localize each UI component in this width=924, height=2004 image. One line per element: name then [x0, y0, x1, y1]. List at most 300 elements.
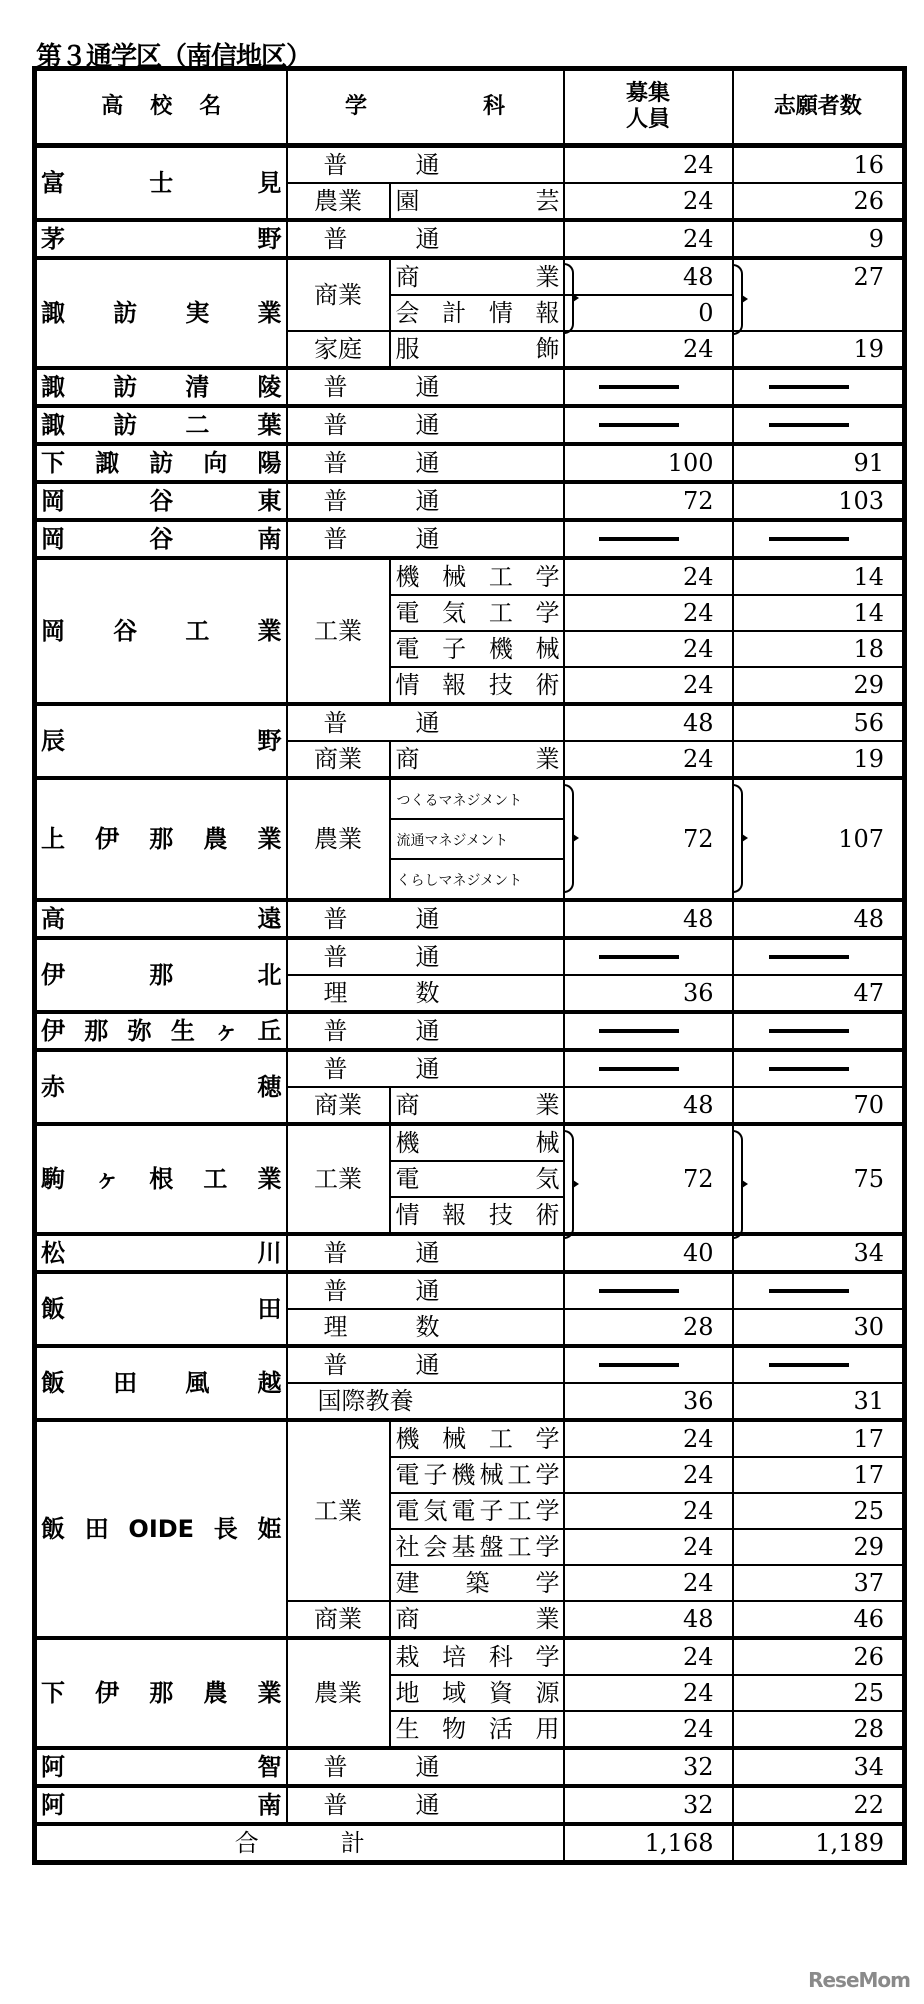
- department-name: 商業: [395, 1605, 560, 1633]
- department-name: 地域資源: [395, 1679, 560, 1707]
- no-data-dash: [599, 1067, 679, 1071]
- applicants-value: 48: [853, 905, 884, 933]
- school-name-cell: [35, 1786, 287, 1824]
- applicants-cell: [733, 482, 905, 520]
- school-name: 飯田OIDE長姫: [41, 1515, 282, 1543]
- category-cell: 商業: [287, 741, 390, 778]
- department-cell: [287, 1309, 564, 1346]
- capacity-value: 72: [682, 487, 714, 515]
- school-name: 伊那北: [41, 961, 282, 989]
- school-name: 阿智: [41, 1753, 282, 1781]
- department-name: 機械: [395, 1129, 560, 1157]
- applicants-cell: [733, 1272, 905, 1309]
- no-data-dash: [769, 1289, 849, 1293]
- department-cell: [390, 1161, 564, 1197]
- capacity-cell: [564, 1012, 733, 1050]
- department-name: 園芸: [395, 187, 560, 215]
- table-row: [35, 368, 905, 406]
- applicants-value: 26: [853, 1643, 884, 1671]
- header-department-cell: [287, 69, 564, 146]
- applicants-cell: [733, 1420, 905, 1457]
- applicants-cell: [733, 1383, 905, 1420]
- applicants-cell: [733, 667, 905, 704]
- applicants-value: 30: [853, 1313, 884, 1341]
- capacity-cell: [564, 1786, 733, 1824]
- school-name-cell: [35, 1346, 287, 1420]
- applicants-cell: [733, 741, 905, 778]
- brace-icon: [733, 784, 743, 893]
- department-name: 普通: [323, 1239, 440, 1267]
- applicants-cell: [733, 1601, 905, 1638]
- capacity-value: 24: [682, 599, 714, 627]
- school-name: 諏訪清陵: [41, 373, 282, 401]
- capacity-cell: [564, 295, 733, 331]
- department-name: 電子機械工学: [395, 1461, 560, 1489]
- header-school-cell: [35, 69, 287, 146]
- brace-icon: [733, 264, 743, 335]
- department-cell: [390, 258, 564, 295]
- applicants-cell: [733, 595, 905, 631]
- capacity-value: 24: [682, 1497, 714, 1525]
- department-cell: [287, 444, 564, 482]
- applicants-cell: [733, 368, 905, 406]
- capacity-cell: [564, 1087, 733, 1124]
- no-data-dash: [769, 1029, 849, 1033]
- department-cell: [287, 368, 564, 406]
- department-name: 商業: [395, 745, 560, 773]
- department-name: 普通: [323, 1055, 440, 1083]
- capacity-cell: [564, 938, 733, 975]
- no-data-dash: [769, 537, 849, 541]
- department-name: 普通: [323, 943, 440, 971]
- capacity-cell: [564, 667, 733, 704]
- applicants-value: 25: [853, 1679, 884, 1707]
- capacity-cell: [564, 183, 733, 220]
- school-name: 辰野: [41, 727, 282, 755]
- school-name-cell: [35, 1234, 287, 1272]
- applicants-cell: [733, 1050, 905, 1087]
- capacity-cell: [564, 1234, 733, 1272]
- department-name: 普通: [323, 1277, 440, 1305]
- school-name: 松川: [41, 1239, 282, 1267]
- table-row: [35, 1638, 905, 1675]
- brace-icon: [564, 1130, 574, 1239]
- department-name: 普通: [323, 1351, 440, 1379]
- department-name: 機械工学: [395, 1425, 560, 1453]
- department-cell: [390, 1529, 564, 1565]
- capacity-value: 24: [682, 225, 714, 253]
- applicants-value: 22: [853, 1791, 884, 1819]
- department-cell: [390, 1087, 564, 1124]
- department-cell: [287, 1383, 564, 1420]
- category-cell: 商業: [287, 1087, 390, 1124]
- applicants-cell: [733, 938, 905, 975]
- school-name: 飯田: [41, 1295, 282, 1323]
- applicants-cell: [733, 1748, 905, 1786]
- applicants-table: [32, 66, 907, 1865]
- school-name: 伊那弥生ヶ丘: [41, 1017, 282, 1045]
- department-cell: [390, 1420, 564, 1457]
- table-row: [35, 444, 905, 482]
- category-cell: 商業: [287, 1601, 390, 1638]
- department-name: くらしマネジメント: [396, 873, 523, 889]
- capacity-value: 24: [682, 151, 714, 179]
- total-capacity: 1,168: [564, 1824, 733, 1863]
- school-name-cell: [35, 1124, 287, 1234]
- department-cell: [287, 1234, 564, 1272]
- department-cell: [390, 1675, 564, 1711]
- department-name: 商業: [395, 1091, 560, 1119]
- applicants-value: 47: [853, 979, 884, 1007]
- category-cell: 農業: [287, 1638, 390, 1748]
- school-name: 岡谷工業: [41, 617, 282, 645]
- applicants-cell: [733, 704, 905, 741]
- capacity-value: 24: [682, 671, 714, 699]
- capacity-value: 48: [682, 709, 714, 737]
- applicants-cell: [733, 1124, 905, 1234]
- applicants-cell: [733, 558, 905, 595]
- table-row: [35, 558, 905, 595]
- applicants-value: 91: [853, 449, 884, 477]
- department-name: 普通: [323, 1753, 440, 1781]
- department-cell: [390, 331, 564, 368]
- department-cell: [390, 819, 564, 859]
- applicants-cell: [733, 1087, 905, 1124]
- capacity-cell: [564, 482, 733, 520]
- school-name: 赤穂: [41, 1073, 282, 1101]
- applicants-value: 28: [853, 1715, 884, 1743]
- category-cell: 工業: [287, 1420, 390, 1601]
- applicants-cell: [733, 1234, 905, 1272]
- school-name-cell: [35, 520, 287, 558]
- department-name: 生物活用: [395, 1715, 560, 1743]
- header-capacity: [564, 69, 733, 146]
- applicants-value: 34: [853, 1239, 884, 1267]
- no-data-dash: [769, 423, 849, 427]
- applicants-cell: [733, 146, 905, 184]
- department-cell: [287, 406, 564, 444]
- table-row: [35, 1346, 905, 1383]
- department-name: 栽培科学: [395, 1643, 560, 1671]
- table-row: [35, 1012, 905, 1050]
- department-cell: [390, 1711, 564, 1748]
- table-row: [35, 1786, 905, 1824]
- applicants-cell: [733, 1309, 905, 1346]
- capacity-value: 72: [682, 1165, 714, 1193]
- capacity-cell: [564, 1748, 733, 1786]
- department-name: 理数: [323, 1313, 440, 1341]
- department-cell: [390, 1457, 564, 1493]
- table-row: [35, 258, 905, 295]
- capacity-value: 24: [682, 187, 714, 215]
- no-data-dash: [599, 1363, 679, 1367]
- capacity-cell: [564, 1383, 733, 1420]
- applicants-value: 17: [853, 1425, 884, 1453]
- table-row: [35, 900, 905, 938]
- capacity-value: 24: [682, 1679, 714, 1707]
- department-cell: [287, 1748, 564, 1786]
- capacity-cell: [564, 558, 733, 595]
- school-name-cell: [35, 220, 287, 258]
- applicants-value: 14: [853, 599, 884, 627]
- department-name: 普通: [323, 709, 440, 737]
- capacity-value: 32: [682, 1753, 714, 1781]
- capacity-value: 0: [698, 299, 714, 327]
- department-cell: [287, 1012, 564, 1050]
- department-name: 電気電子工学: [395, 1497, 560, 1525]
- school-name: 高遠: [41, 905, 282, 933]
- applicants-cell: [733, 900, 905, 938]
- applicants-cell: [733, 778, 905, 900]
- department-name: 情報技術: [395, 1201, 560, 1229]
- capacity-value: 24: [682, 1715, 714, 1743]
- capacity-cell: [564, 1124, 733, 1234]
- department-name: 情報技術: [395, 671, 560, 699]
- school-name: 茅野: [41, 225, 282, 253]
- total-applicants: 1,189: [733, 1824, 905, 1863]
- applicants-value: 70: [853, 1091, 884, 1119]
- table-row: [35, 1234, 905, 1272]
- table-row: [35, 1748, 905, 1786]
- department-name: 普通: [323, 1791, 440, 1819]
- category-cell: 工業: [287, 558, 390, 704]
- department-cell: [390, 183, 564, 220]
- no-data-dash: [599, 955, 679, 959]
- capacity-value: 72: [682, 825, 714, 853]
- department-cell: [390, 741, 564, 778]
- applicants-cell: [733, 975, 905, 1012]
- applicants-value: 19: [853, 335, 884, 363]
- school-name: 富士見: [41, 169, 282, 197]
- applicants-value: 18: [853, 635, 884, 663]
- total-label: 合計: [234, 1829, 365, 1857]
- capacity-cell: [564, 741, 733, 778]
- department-name: 普通: [323, 411, 440, 439]
- capacity-cell: [564, 1309, 733, 1346]
- applicants-value: 103: [838, 487, 884, 515]
- applicants-value: 34: [853, 1753, 884, 1781]
- school-name-cell: [35, 368, 287, 406]
- no-data-dash: [599, 385, 679, 389]
- department-cell: [287, 520, 564, 558]
- capacity-cell: [564, 258, 733, 295]
- department-name: 電子機械: [395, 635, 560, 663]
- capacity-cell: [564, 1675, 733, 1711]
- applicants-value: 31: [853, 1387, 884, 1415]
- applicants-cell: [733, 1493, 905, 1529]
- department-name: 電気工学: [395, 599, 560, 627]
- capacity-cell: [564, 1346, 733, 1383]
- department-cell: [287, 975, 564, 1012]
- school-name-cell: [35, 444, 287, 482]
- table-row: [35, 778, 905, 819]
- department-cell: [390, 558, 564, 595]
- no-data-dash: [599, 1029, 679, 1033]
- capacity-cell: [564, 1420, 733, 1457]
- table-row: [35, 146, 905, 184]
- applicants-value: 19: [853, 745, 884, 773]
- school-name-cell: [35, 258, 287, 368]
- applicants-value: 9: [868, 225, 884, 253]
- header-department: 学科: [345, 94, 505, 119]
- capacity-cell: [564, 900, 733, 938]
- capacity-value: 48: [682, 1091, 714, 1119]
- applicants-cell: [733, 1565, 905, 1601]
- school-name: 下伊那農業: [41, 1679, 282, 1707]
- department-name: 電気: [395, 1165, 560, 1193]
- school-name-cell: [35, 406, 287, 444]
- school-name-cell: [35, 482, 287, 520]
- capacity-cell: [564, 368, 733, 406]
- capacity-cell: [564, 1565, 733, 1601]
- no-data-dash: [769, 385, 849, 389]
- applicants-value: 14: [853, 563, 884, 591]
- applicants-value: 56: [853, 709, 884, 737]
- school-name-cell: [35, 146, 287, 221]
- header-school: 高校名: [101, 94, 222, 119]
- department-name: 普通: [323, 905, 440, 933]
- department-cell: [390, 631, 564, 667]
- capacity-cell: [564, 1711, 733, 1748]
- applicants-value: 46: [853, 1605, 884, 1633]
- department-cell: [390, 1493, 564, 1529]
- applicants-cell: [733, 631, 905, 667]
- no-data-dash: [599, 423, 679, 427]
- capacity-cell: [564, 1457, 733, 1493]
- school-name-cell: [35, 558, 287, 704]
- school-name-cell: [35, 778, 287, 900]
- brace-icon: [564, 784, 574, 893]
- capacity-cell: [564, 146, 733, 184]
- department-cell: [390, 778, 564, 819]
- department-name: 会計情報: [395, 299, 560, 327]
- capacity-value: 24: [682, 1643, 714, 1671]
- department-cell: [390, 1565, 564, 1601]
- department-name: 普通: [323, 525, 440, 553]
- department-cell: [390, 295, 564, 331]
- department-name: 普通: [323, 151, 440, 179]
- category-cell: 農業: [287, 183, 390, 220]
- applicants-cell: [733, 220, 905, 258]
- department-name: 国際教養: [317, 1387, 414, 1415]
- capacity-value: 48: [682, 263, 714, 291]
- no-data-dash: [599, 1289, 679, 1293]
- applicants-cell: [733, 520, 905, 558]
- page-title: 第３通学区（南信地区）: [36, 42, 312, 72]
- capacity-cell: [564, 1529, 733, 1565]
- applicants-cell: [733, 1012, 905, 1050]
- school-name: 諏訪実業: [41, 299, 282, 327]
- department-cell: [287, 900, 564, 938]
- applicants-cell: [733, 1786, 905, 1824]
- table-row: [35, 1050, 905, 1087]
- school-name-cell: [35, 1012, 287, 1050]
- school-name-cell: [35, 1638, 287, 1748]
- school-name: 諏訪二葉: [41, 411, 282, 439]
- capacity-value: 24: [682, 563, 714, 591]
- capacity-value: 24: [682, 745, 714, 773]
- department-name: 機械工学: [395, 563, 560, 591]
- applicants-cell: [733, 1711, 905, 1748]
- capacity-value: 40: [682, 1239, 714, 1267]
- capacity-cell: [564, 1638, 733, 1675]
- department-name: 普通: [323, 487, 440, 515]
- table-body: [35, 146, 905, 1825]
- header-applicants: 志願者数: [733, 69, 905, 146]
- department-cell: [287, 704, 564, 741]
- school-name-cell: [35, 1420, 287, 1638]
- department-cell: [390, 1601, 564, 1638]
- department-cell: [390, 1197, 564, 1234]
- capacity-cell: [564, 444, 733, 482]
- no-data-dash: [769, 1067, 849, 1071]
- category-cell: 家庭: [287, 331, 390, 368]
- applicants-value: 16: [853, 151, 884, 179]
- table-row: [35, 220, 905, 258]
- applicants-cell: [733, 444, 905, 482]
- capacity-value: 48: [682, 1605, 714, 1633]
- capacity-value: 24: [682, 1461, 714, 1489]
- capacity-cell: [564, 1601, 733, 1638]
- department-cell: [390, 1638, 564, 1675]
- no-data-dash: [769, 955, 849, 959]
- capacity-cell: [564, 1493, 733, 1529]
- total-label-cell: [35, 1824, 564, 1863]
- department-name: 服飾: [395, 335, 560, 363]
- department-cell: [287, 1346, 564, 1383]
- resemom-logo: ReseMom: [808, 1968, 910, 1992]
- school-name-cell: [35, 1272, 287, 1346]
- capacity-value: 24: [682, 635, 714, 663]
- school-name-cell: [35, 704, 287, 778]
- capacity-cell: [564, 406, 733, 444]
- department-cell: [287, 1050, 564, 1087]
- capacity-value: 32: [682, 1791, 714, 1819]
- applicants-value: 26: [853, 187, 884, 215]
- capacity-cell: [564, 331, 733, 368]
- department-name: 流通マネジメント: [396, 833, 509, 849]
- school-name-cell: [35, 1748, 287, 1786]
- capacity-value: 48: [682, 905, 714, 933]
- department-cell: [287, 938, 564, 975]
- department-cell: [287, 482, 564, 520]
- department-name: 商業: [395, 263, 560, 291]
- department-cell: [287, 1272, 564, 1309]
- no-data-dash: [769, 1363, 849, 1367]
- department-name: 普通: [323, 449, 440, 477]
- department-name: 建築学: [395, 1569, 560, 1597]
- table-row: [35, 406, 905, 444]
- capacity-value: 24: [682, 1425, 714, 1453]
- total-row: [35, 1824, 905, 1863]
- capacity-cell: [564, 975, 733, 1012]
- applicants-cell: [733, 1457, 905, 1493]
- capacity-value: 24: [682, 1533, 714, 1561]
- category-cell: 工業: [287, 1124, 390, 1234]
- capacity-cell: [564, 220, 733, 258]
- school-name: 岡谷東: [41, 487, 282, 515]
- category-cell: 農業: [287, 778, 390, 900]
- header-capacity-line1: 募集: [625, 81, 670, 106]
- school-name: 上伊那農業: [41, 825, 282, 853]
- department-cell: [390, 1124, 564, 1161]
- applicants-value: 37: [853, 1569, 884, 1597]
- department-cell: [390, 667, 564, 704]
- applicants-value: 29: [853, 1533, 884, 1561]
- school-name-cell: [35, 1050, 287, 1124]
- applicants-cell: [733, 1638, 905, 1675]
- capacity-value: 28: [682, 1313, 714, 1341]
